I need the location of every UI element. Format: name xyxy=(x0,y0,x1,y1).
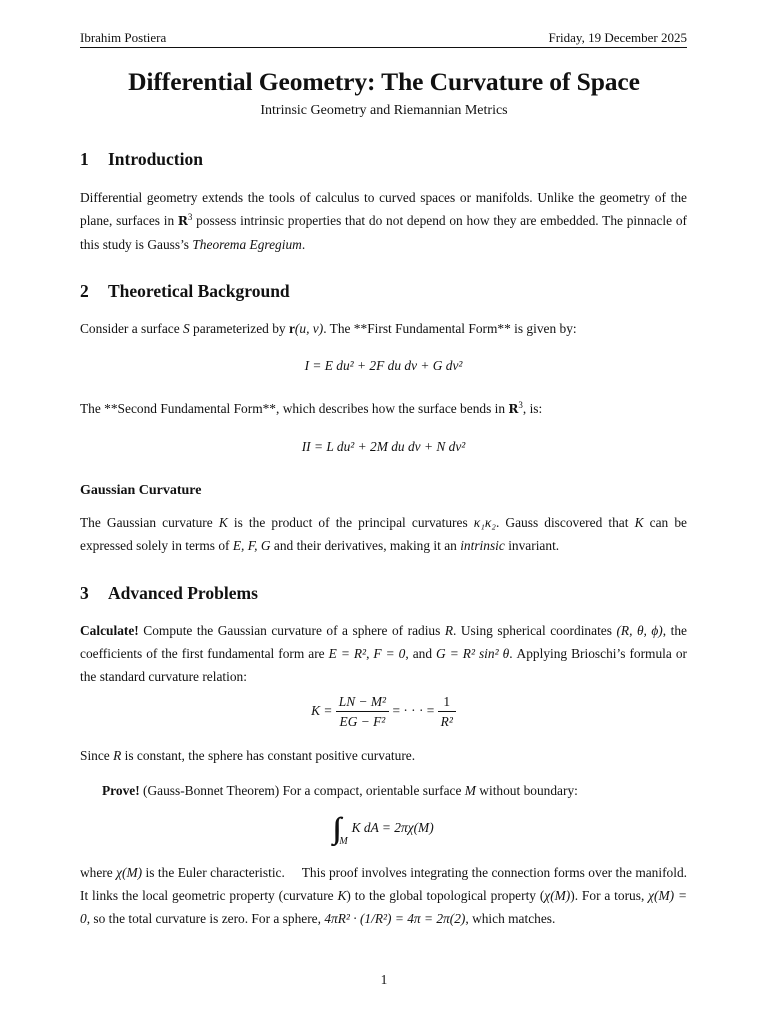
section-number: 1 xyxy=(80,149,89,169)
prove-problem-paragraph: Prove! (Gauss-Bonnet Theorem) For a compact, orientable surface M without boundary: xyxy=(102,783,578,798)
gauss-bonnet-discussion-paragraph: where χ(M) is the Euler characteristic. This proof involves integrating the connection forms over the manifold. It links the local geometric property (curvature K) to the global topological property (χ(M)). For a torus, χ(M) = 0, so the total curvature is zero. For a sphere, 4πR² · (1/R²) = 4π = 2π(2), which matches. xyxy=(80,865,691,926)
fraction-brioschi: $\frac{\text{LN − M²}}{\text{EG − F²}}$ xyxy=(336,694,389,730)
section-number: 2 xyxy=(80,281,89,301)
equation-first-fundamental-form: I = E du² + 2F du dv + G dv² xyxy=(304,358,463,373)
background-paragraph-2: The **Second Fundamental Form**, which describes how the surface bends in $R^3$, is: xyxy=(80,400,543,416)
fraction-result: $\frac{1}{\text{R²}}$ xyxy=(438,694,456,730)
subsection-heading-gaussian-curvature: Gaussian Curvature xyxy=(80,483,202,498)
equation-gaussian-curvature-formula: K = $\frac{\text{LN − M²}}{\text{EG − F²}}$ = · · · = $\frac{1}{\text{R²}}$ xyxy=(80,694,687,730)
section-heading-background xyxy=(80,281,290,302)
header-author: Ibrahim Postiera xyxy=(80,30,167,45)
page-number: 1 xyxy=(380,972,388,987)
calculate-label: Calculate! xyxy=(80,623,139,638)
section-title: Theoretical Background xyxy=(108,281,290,301)
section-heading-introduction xyxy=(80,149,203,170)
equation-gauss-bonnet: $_M$K dA = 2πχ(M) xyxy=(339,820,434,848)
since-paragraph: Since R is constant, the sphere has constant positive curvature. xyxy=(80,748,416,763)
header-rule xyxy=(80,47,687,48)
gaussian-paragraph: The Gaussian curvature K is the product of the principal curvatures κ₁κ₂. Gauss discovered that K can be expressed solely in terms of E, F, G and their derivatives, making it an intrinsic invariant. xyxy=(80,515,687,553)
section-title: Advanced Problems xyxy=(108,583,258,603)
calculate-problem-paragraph: Calculate! Compute the Gaussian curvature of a sphere of radius R. Using spherical coordinates (R, θ, ϕ), the coefficients of the first fundamental form are E = R², F = 0, and G = R² sin² θ. Applying Brioschi’s formula or the standard curvature relation: xyxy=(80,623,687,684)
paper-subtitle: Intrinsic Geometry and Riemannian Metrics xyxy=(260,103,508,118)
prove-label: Prove! xyxy=(102,783,140,798)
paper-title: Differential Geometry: The Curvature of Space xyxy=(128,67,640,96)
header-date: Friday, 19 December 2025 xyxy=(548,30,687,45)
background-paragraph-1: Consider a surface S parameterized by r(u, v). The **First Fundamental Form** is given by: xyxy=(80,321,577,336)
section-title: Introduction xyxy=(108,149,203,169)
section-heading-advanced-problems xyxy=(80,583,258,604)
equation-second-fundamental-form: II = L du² + 2M du dv + N dv² xyxy=(301,439,466,454)
intro-paragraph: Differential geometry extends the tools of calculus to curved spaces or manifolds. Unlike the geometry of the plane, surfaces in $R^3$ possess intrinsic properties that do not depend on how they are embedded. The pinnacle of this study is Gauss’s Theorema Egregium. xyxy=(80,190,688,252)
running-header xyxy=(80,30,687,46)
section-number: 3 xyxy=(80,583,89,603)
